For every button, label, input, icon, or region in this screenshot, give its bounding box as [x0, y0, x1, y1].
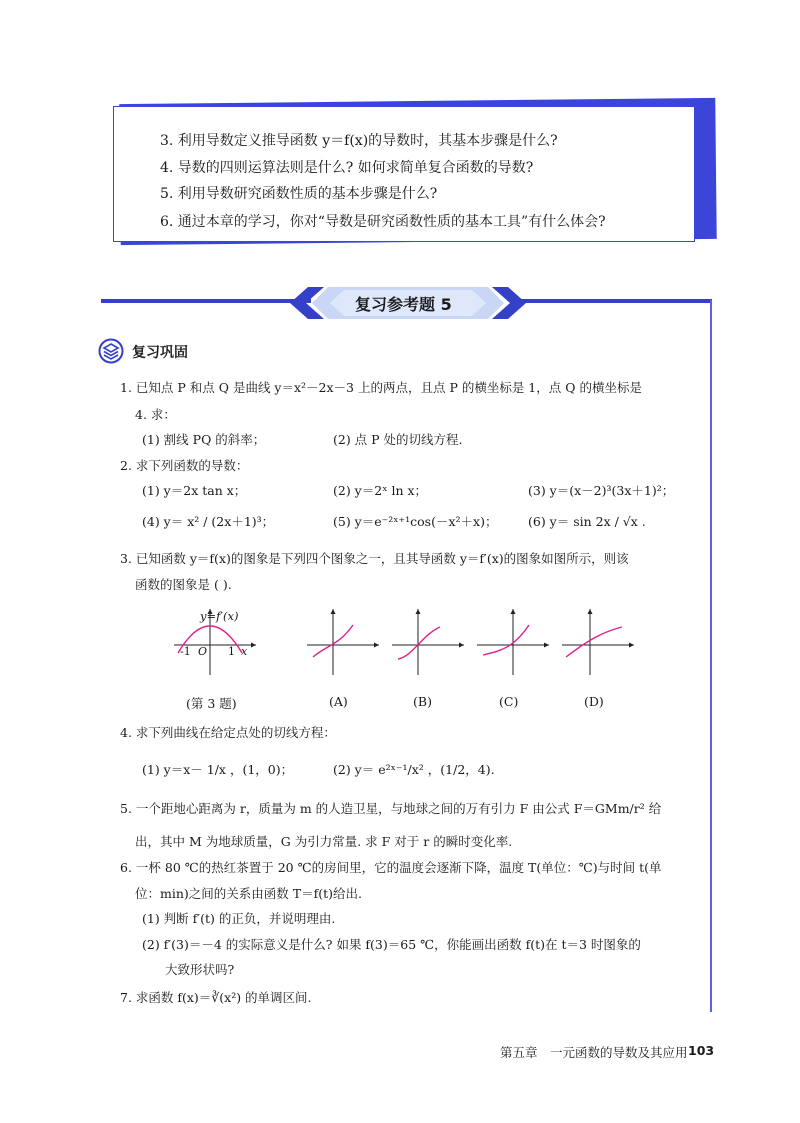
graph-b: [388, 605, 468, 677]
graph-a: [303, 605, 383, 677]
problem-2-5: (5) y＝e⁻²ˣ⁺¹cos(－x²＋x)；: [333, 514, 498, 529]
problem-2-2: (2) y＝2ˣ ln x；: [333, 483, 428, 498]
problem-6b-line-2: 大致形状吗?: [165, 962, 235, 977]
graph-c: [473, 605, 553, 677]
problem-6-line-2: 位：min)之间的关系由函数 T＝f(t)给出.: [135, 886, 362, 901]
header-rule-left: [101, 299, 311, 303]
graph-func-label: y=f′(x): [200, 609, 239, 623]
problem-5-line-2: 出，其中 M 为地球质量，G 为引力常量. 求 F 对于 r 的瞬时变化率.: [135, 834, 513, 849]
problem-1b: (2) 点 P 处的切线方程.: [333, 432, 463, 447]
graph-caption-d: (D): [584, 694, 604, 709]
header-rule-right: [510, 299, 712, 303]
problem-4-2: (2) y＝ e²ˣ⁻¹/x² ，(1/2，4).: [333, 762, 495, 777]
graph-caption-c: (C): [499, 694, 519, 709]
graph-d: [558, 605, 638, 677]
section-right-border: [710, 300, 712, 1012]
problem-1-line-2: 4. 求：: [135, 407, 176, 422]
graph-caption-a: (A): [329, 694, 348, 709]
section-title: 复习参考题 5: [355, 295, 452, 314]
problem-6-line-1: 6. 一杯 80 ℃的热红茶置于 20 ℃的房间里，它的温度会逐渐下降，温度 T(单位：℃)与时间 t(单: [120, 860, 662, 875]
problem-5-line-1: 5. 一个距地心距离为 r，质量为 m 的人造卫星，与地球之间的万有引力 F 由公式 F＝GMm/r² 给: [120, 801, 662, 816]
review-question-3: 3. 利用导数定义推导函数 y＝f(x)的导数时，其基本步骤是什么?: [160, 133, 558, 149]
graph-caption-b: (B): [413, 694, 432, 709]
problem-6a: (1) 判断 f′(t) 的正负，并说明理由.: [142, 911, 336, 926]
problem-4: 4. 求下列曲线在给定点处的切线方程：: [120, 725, 336, 740]
review-question-5: 5. 利用导数研究函数性质的基本步骤是什么?: [160, 186, 438, 202]
problem-1-line-1: 1. 已知点 P 和点 Q 是曲线 y＝x²－2x－3 上的两点，且点 P 的横坐标是 1，点 Q 的横坐标是: [120, 380, 642, 395]
page-number: 103: [688, 1043, 715, 1058]
problem-3-line-2: 函数的图象是 ( ).: [135, 577, 232, 592]
problem-7: 7. 求函数 f(x)＝∛(x²) 的单调区间.: [120, 990, 312, 1005]
subsection-title: 复习巩固: [132, 345, 188, 361]
problem-6b-line-1: (2) f′(3)＝－4 的实际意义是什么? 如果 f(3)＝65 ℃，你能画出函数 f(t)在 t＝3 时图象的: [142, 937, 641, 952]
problem-2-6: (6) y＝ sin 2x / √x .: [528, 514, 646, 529]
graph-origin: O: [198, 645, 208, 658]
problem-2-3: (3) y＝(x－2)³(3x＋1)²；: [528, 483, 675, 498]
problem-2-1: (1) y＝2x tan x；: [142, 483, 247, 498]
footer-chapter: 第五章 一元函数的导数及其应用: [500, 1045, 688, 1060]
review-question-6: 6. 通过本章的学习，你对“导数是研究函数性质的基本工具”有什么体会?: [160, 214, 606, 230]
problem-3-line-1: 3. 已知函数 y＝f(x)的图象是下列四个图象之一，且其导函数 y＝f′(x)的图象如图所示，则该: [120, 551, 629, 566]
review-question-4: 4. 导数的四则运算法则是什么? 如何求简单复合函数的导数?: [160, 160, 534, 176]
problem-4-1: (1) y＝x－ 1/x ，(1，0)；: [142, 762, 294, 777]
problem-2: 2. 求下列函数的导数：: [120, 458, 249, 473]
graph-tick-neg: -1: [180, 645, 191, 658]
graph-caption-main: (第 3 题): [186, 696, 237, 711]
layers-icon: [98, 338, 124, 364]
graph-tick-pos: 1: [228, 645, 235, 658]
problem-1a: (1) 割线 PQ 的斜率；: [142, 432, 266, 447]
problem-2-4: (4) y＝ x² / (2x＋1)³；: [142, 514, 275, 529]
graph-axis-x: x: [241, 645, 248, 658]
